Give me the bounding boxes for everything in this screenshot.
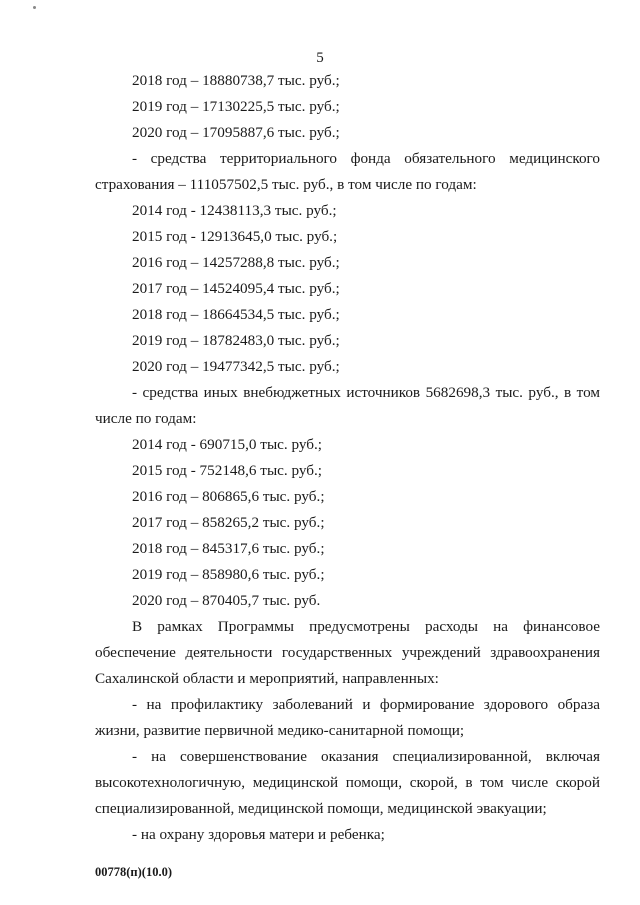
direction-item: - на профилактику заболеваний и формирование здорового образа жизни, развитие первичной медико-санитарной помощи; xyxy=(95,696,600,739)
page-number: 5 xyxy=(316,50,324,66)
tfoms-year-line: 2020 год – 19477342,5 тыс. руб.; xyxy=(132,358,340,375)
document-code: 00778(п)(10.0) xyxy=(95,865,172,879)
direction-item: - на охрану здоровья матери и ребенка; xyxy=(132,826,385,843)
other-year-line: 2015 год - 752148,6 тыс. руб.; xyxy=(132,462,323,479)
document-body xyxy=(95,68,600,848)
other-year-line: 2016 год – 806865,6 тыс. руб.; xyxy=(132,488,325,505)
tfoms-year-line: 2014 год - 12438113,3 тыс. руб.; xyxy=(132,202,337,219)
tfoms-year-line: 2019 год – 18782483,0 тыс. руб.; xyxy=(132,332,340,349)
tfoms-year-line: 2015 год - 12913645,0 тыс. руб.; xyxy=(132,228,338,245)
tfoms-year-line: 2017 год – 14524095,4 тыс. руб.; xyxy=(132,280,340,297)
other-year-line: 2014 год - 690715,0 тыс. руб.; xyxy=(132,436,323,453)
funding-line: 2020 год – 17095887,6 тыс. руб.; xyxy=(132,124,340,141)
other-year-line: 2019 год – 858980,6 тыс. руб.; xyxy=(132,566,325,583)
scan-mark xyxy=(33,6,36,9)
program-paragraph: В рамках Программы предусмотрены расходы на финансовое обеспечение деятельности государственных учреждений здравоохранения Сахалинской области и мероприятий, направленных: xyxy=(95,618,600,687)
other-sources-paragraph: - средства иных внебюджетных источников 5682698,3 тыс. руб., в том числе по годам: xyxy=(95,384,600,427)
other-year-line: 2020 год – 870405,7 тыс. руб. xyxy=(132,592,321,609)
tfoms-year-line: 2018 год – 18664534,5 тыс. руб.; xyxy=(132,306,340,323)
funding-line: 2018 год – 18880738,7 тыс. руб.; xyxy=(132,72,340,89)
other-year-line: 2017 год – 858265,2 тыс. руб.; xyxy=(132,514,325,531)
direction-item: - на совершенствование оказания специализированной, включая высокотехнологичную, медицинской помощи, скорой, в том числе скорой специализированной, медицинской помощи, медицинской эвакуации; xyxy=(95,748,600,817)
tfoms-year-line: 2016 год – 14257288,8 тыс. руб.; xyxy=(132,254,340,271)
funding-line: 2019 год – 17130225,5 тыс. руб.; xyxy=(132,98,340,115)
other-year-line: 2018 год – 845317,6 тыс. руб.; xyxy=(132,540,325,557)
tfoms-paragraph: - средства территориального фонда обязательного медицинского страхования – 111057502,5 тыс. руб., в том числе по годам: xyxy=(95,150,600,193)
